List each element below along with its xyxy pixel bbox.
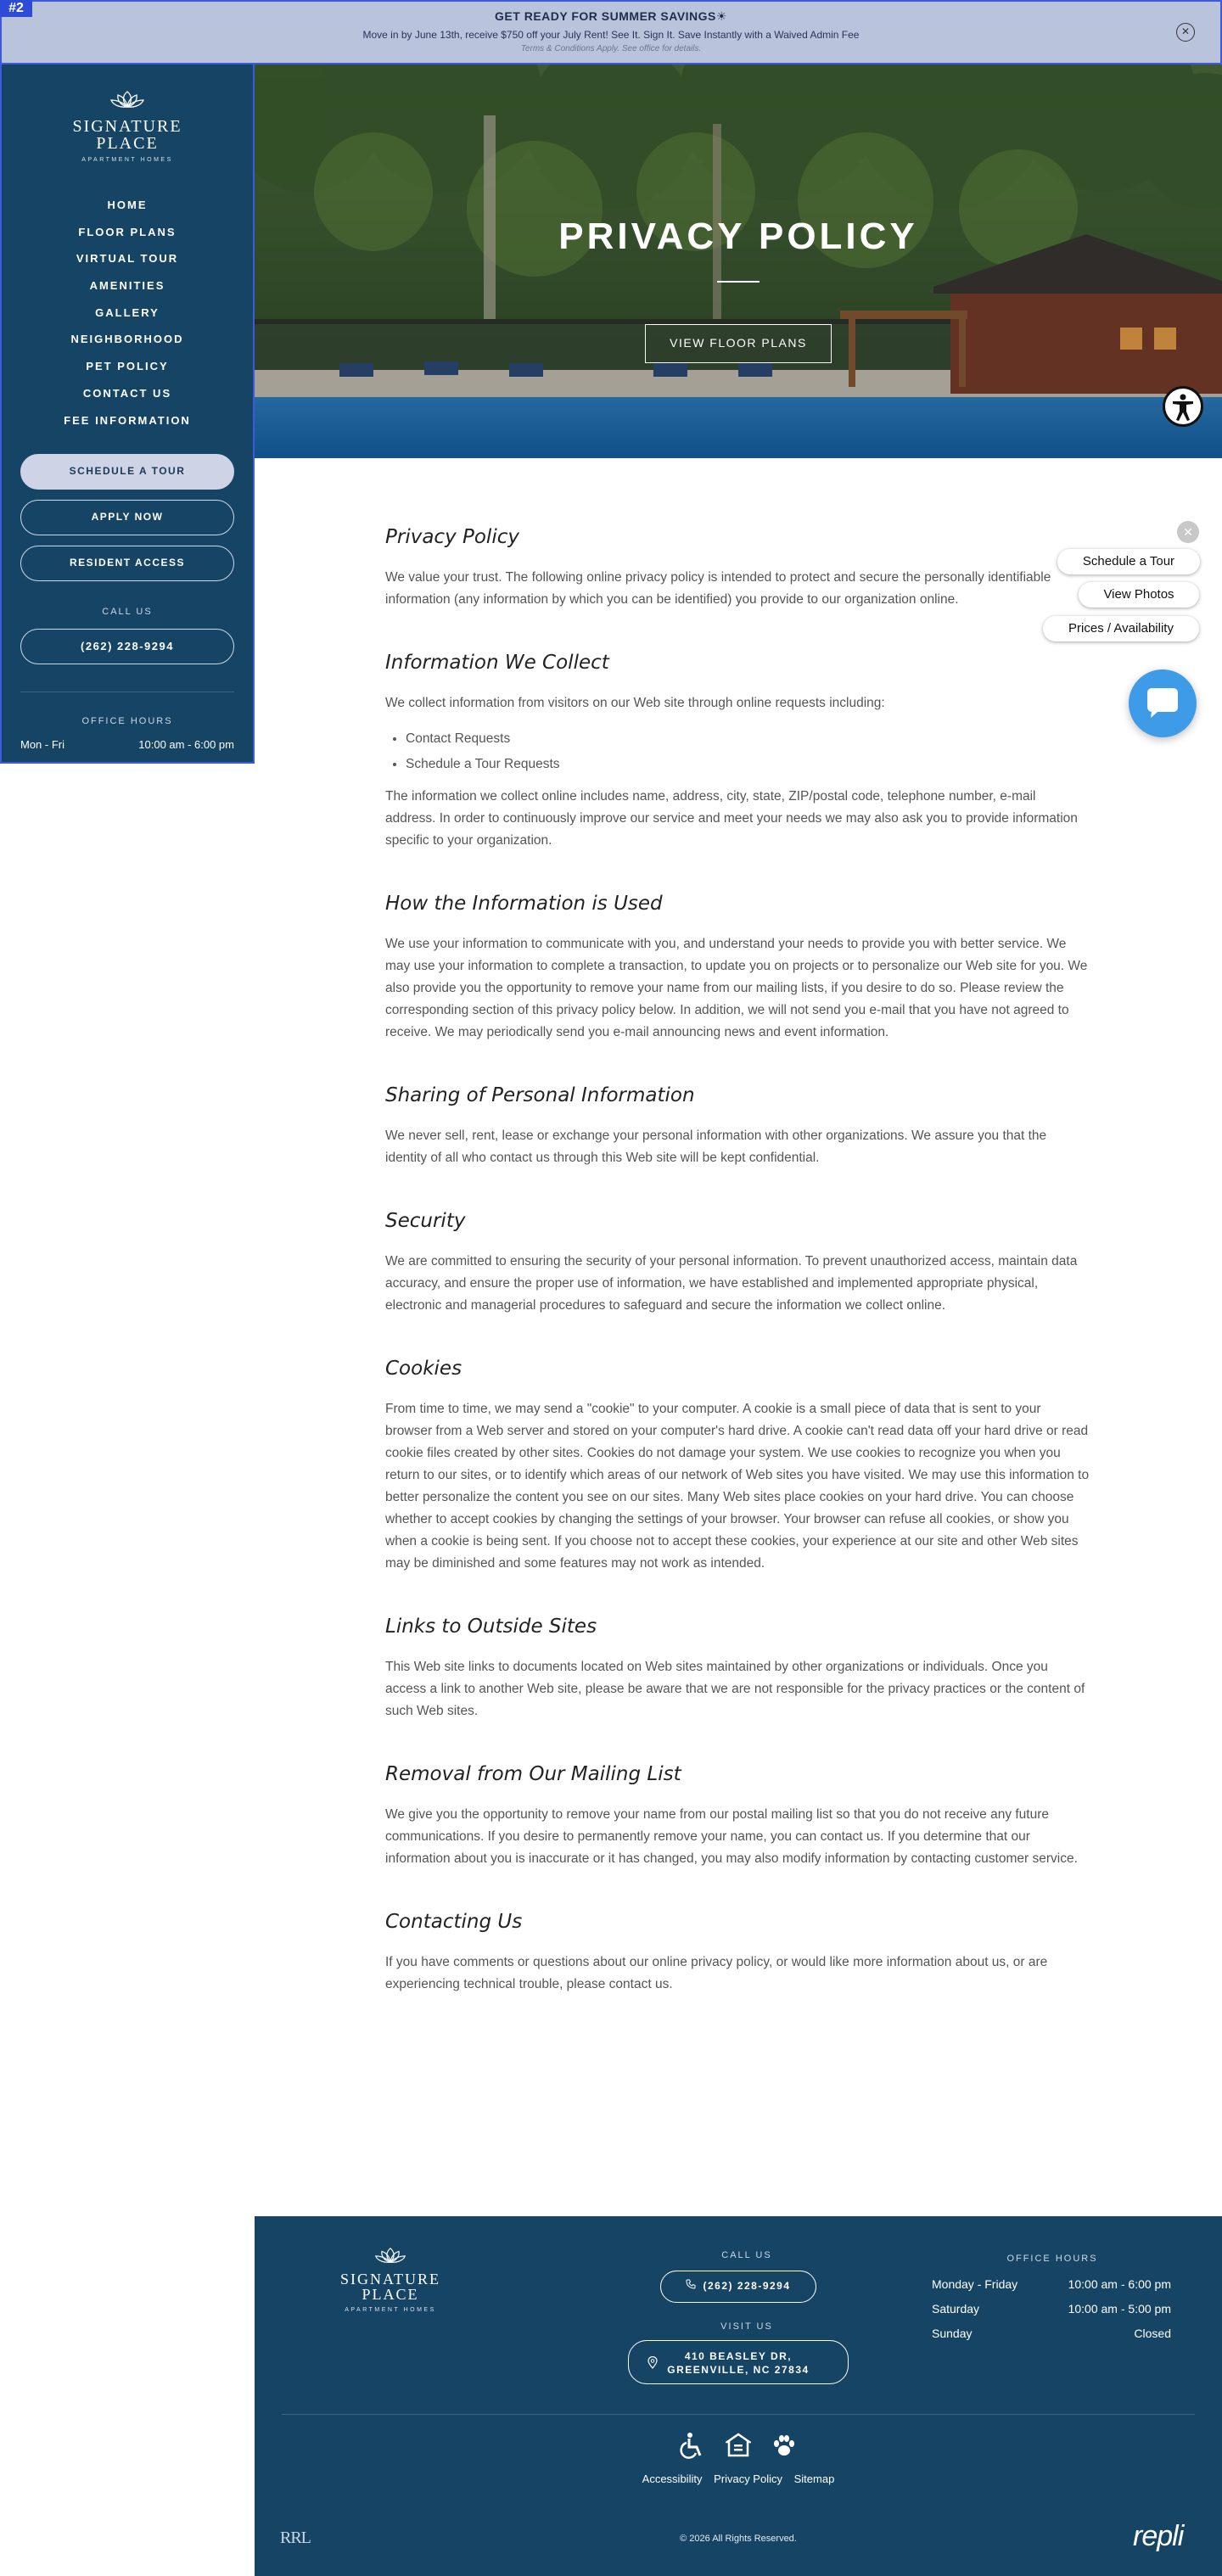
call-us-label: CALL US	[102, 607, 153, 618]
management-logo[interactable]: RRL	[280, 2528, 311, 2547]
repli-logo[interactable]: repli	[1133, 2520, 1184, 2552]
nav-item-gallery[interactable]: GALLERY	[95, 305, 160, 319]
privacy-content	[385, 526, 1090, 2036]
footer-brand-line1: SIGNATURE	[339, 2271, 440, 2288]
footer-phone: (262) 228-9294	[703, 2280, 791, 2292]
address-line1: 410 BEASLEY DR,	[684, 2350, 793, 2362]
footer-brand-tagline: APARTMENT HOMES	[345, 2307, 436, 2313]
section-paragraph: If you have comments or questions about our online privacy policy, or would like more information about us, or are experiencing technical trouble, please contact us.	[385, 1955, 1048, 1991]
page-title: PRIVACY POLICY	[558, 216, 918, 257]
schedule-tour-button[interactable]: SCHEDULE A TOUR	[20, 454, 234, 490]
hero-overlay	[255, 64, 1222, 458]
footer-phone-button[interactable]	[660, 2271, 816, 2303]
section-paragraph: We are committed to ensuring the security of your personal information. To prevent unauthorized access, maintain data accuracy, and ensure the proper use of information, we have established and implemented appropriate physical, electronic and managerial procedures to safeguard and secure the information we collect online.	[385, 1254, 1078, 1313]
float-prices-button[interactable]: Prices / Availability	[1043, 616, 1199, 641]
brand-name-line1: SIGNATURE	[72, 117, 182, 136]
equal-housing-icon	[726, 2432, 751, 2463]
collection-list	[406, 726, 1090, 777]
section-paragraph: We never sell, rent, lease or exchange your personal information with other organizations. We assure you that the identity of all who contact us through this Web site will be kept confidential.	[385, 1128, 1047, 1165]
footer-address-button[interactable]	[628, 2340, 849, 2384]
office-hours-row	[20, 738, 234, 751]
location-pin-icon	[647, 2356, 658, 2372]
resident-access-button[interactable]: RESIDENT ACCESS	[20, 546, 234, 581]
hours-row	[932, 2321, 1171, 2346]
section-paragraph: We use your information to communicate with you, and understand your needs to provide you with better service. We may use your information to complete a transaction, to update you on projects or to personalize our Web site for you. We also provide you the opportunity to remove your name from our mailing lists, if you desire to do so. Please review the corresponding section of this privacy policy below. In addition, we will not send you e-mail that you have not agreed to receive. We may periodically send you e-mail announcing news and event information.	[385, 937, 1088, 1039]
office-hours-label: OFFICE HOURS	[81, 716, 173, 727]
hours-day: Sunday	[932, 2327, 973, 2340]
apply-now-button[interactable]: APPLY NOW	[20, 500, 234, 535]
chat-icon[interactable]	[1129, 669, 1197, 737]
footer-badges	[255, 2432, 1222, 2463]
list-item: • Contact Requests	[406, 726, 1090, 752]
section-information-we-collect	[385, 652, 1090, 852]
list-item: • Schedule a Tour Requests	[406, 752, 1090, 777]
site-footer	[255, 2216, 1222, 2576]
footer-call-label: CALL US	[721, 2250, 772, 2260]
hours-time: 10:00 am - 6:00 pm	[138, 738, 234, 752]
promo-message: Move in by June 13th, receive $750 off your July Rent! See It. Sign It. Save Instantly with a Waived Admin Fee	[362, 29, 860, 41]
lotus-logo-icon[interactable]	[109, 90, 146, 113]
hours-row	[932, 2272, 1171, 2297]
hours-days: Mon - Fri	[20, 738, 64, 752]
footer-link-accessibility[interactable]: Accessibility	[642, 2472, 703, 2485]
copyright: © 2026 All Rights Reserved.	[680, 2534, 797, 2544]
float-view-photos-button[interactable]: View Photos	[1079, 582, 1199, 608]
section-security	[385, 1210, 1090, 1317]
brand-name-line2: PLACE	[96, 134, 159, 153]
promo-banner	[0, 0, 1222, 64]
nav-item-pet-policy[interactable]: PET POLICY	[86, 360, 169, 373]
footer-divider	[282, 2414, 1195, 2415]
hours-row	[932, 2297, 1171, 2321]
nav-item-neighborhood[interactable]: NEIGHBORHOOD	[70, 333, 184, 346]
footer-hours-label: OFFICE HOURS	[1006, 2254, 1098, 2264]
nav-item-amenities[interactable]: AMENITIES	[89, 279, 165, 293]
promo-headline: GET READY FOR SUMMER SAVINGS☀	[495, 9, 727, 23]
hours-day: Saturday	[932, 2302, 980, 2316]
section-paragraph: We value your trust. The following online privacy policy is intended to protect and secure the personally identifiable information (any information by which you can be identified) you provide to our organization online.	[385, 570, 1051, 607]
phone-icon	[686, 2271, 696, 2301]
footer-brand-line2: PLACE	[362, 2286, 419, 2303]
footer-visit-label: VISIT US	[720, 2321, 773, 2332]
phone-button[interactable]: (262) 228-9294	[20, 629, 234, 664]
promo-fineprint: Terms & Conditions Apply. See office for details.	[520, 44, 702, 53]
section-cookies	[385, 1358, 1090, 1575]
section-how-information-used	[385, 893, 1090, 1044]
footer-links	[255, 2472, 1222, 2485]
section-heading: Security	[385, 1210, 466, 1232]
section-heading: Sharing of Personal Information	[385, 1084, 695, 1106]
main-nav	[2, 192, 253, 434]
section-heading: Cookies	[385, 1358, 462, 1380]
section-outside-links	[385, 1616, 1090, 1722]
footer-link-privacy[interactable]: Privacy Policy	[714, 2472, 782, 2485]
brand-tagline: APARTMENT HOMES	[81, 157, 173, 163]
section-mailing-list-removal	[385, 1763, 1090, 1870]
section-sharing	[385, 1084, 1090, 1169]
hours-time: 10:00 am - 6:00 pm	[1068, 2277, 1171, 2291]
section-heading: How the Information is Used	[385, 893, 663, 915]
section-paragraph: This Web site links to documents located on Web sites maintained by other organizations or individuals. Once you access a link to another Web site, please be aware that we are not responsible for the privacy practices or the content of such Web sites.	[385, 1660, 1085, 1718]
nav-item-home[interactable]: HOME	[107, 199, 148, 211]
sidebar	[0, 64, 255, 764]
section-heading: Links to Outside Sites	[385, 1616, 597, 1638]
section-contacting-us	[385, 1911, 1090, 1996]
hours-time: 10:00 am - 5:00 pm	[1068, 2302, 1171, 2316]
accessibility-icon[interactable]	[1163, 386, 1203, 427]
section-heading: Removal from Our Mailing List	[385, 1763, 681, 1785]
section-paragraph: We give you the opportunity to remove your name from our postal mailing list so that you do not receive any future communications. If you desire to permanently remove your name, you can contact us. If you determine that our information about you is inaccurate or it has changed, you may also modify information by contacting customer service.	[385, 1807, 1078, 1866]
address-line2: GREENVILLE, NC 27834	[667, 2364, 810, 2376]
hours-day: Monday - Friday	[932, 2277, 1018, 2291]
float-schedule-tour-button[interactable]: Schedule a Tour	[1057, 549, 1200, 574]
section-heading: Information We Collect	[385, 652, 609, 674]
nav-item-floor-plans[interactable]: FLOOR PLANS	[78, 225, 177, 238]
section-privacy-policy	[385, 526, 1090, 611]
wheelchair-icon	[680, 2432, 705, 2463]
footer-link-sitemap[interactable]: Sitemap	[793, 2472, 835, 2485]
pet-friendly-icon	[771, 2432, 797, 2463]
close-widget-icon[interactable]: ✕	[1177, 521, 1199, 543]
hero-banner	[255, 64, 1222, 458]
view-floor-plans-button[interactable]: VIEW FLOOR PLANS	[645, 324, 832, 363]
section-paragraph: From time to time, we may send a "cookie" to your computer. A cookie is a small piece of data that is sent to your browser from a Web server and stored on your computer's hard drive. A cookie can't read data off your hard drive or read cookie files created by other sites. Cookies do not damage your system. We use cookies to recognize you when you return to our sites, or to identify which areas of our network of Web sites you have visited. We may use this information to better personalize the content you see on our sites. Many Web sites place cookies on your hard drive. You can choose whether to accept cookies by changing the settings of your browser. Your browser can refuse all cookies, or show you when a cookie is being sent. If you choose not to accept these cookies, your experience at our site and other Web sites may be diminished and some features may not work as intended.	[385, 1402, 1090, 1571]
nav-item-fee-information[interactable]: FEE INFORMATION	[64, 413, 191, 427]
footer-hours-table	[932, 2272, 1171, 2346]
section-paragraph: We collect information from visitors on our Web site through online requests including:	[385, 696, 885, 710]
section-heading: Privacy Policy	[385, 526, 519, 548]
title-underline	[717, 281, 760, 283]
hours-time: Closed	[1134, 2327, 1171, 2340]
nav-item-contact-us[interactable]: CONTACT US	[82, 386, 172, 400]
lotus-logo-icon	[373, 2247, 407, 2264]
footer-logo[interactable]	[255, 2247, 526, 2313]
close-icon[interactable]: ✕	[1176, 23, 1195, 42]
nav-item-virtual-tour[interactable]: VIRTUAL TOUR	[76, 252, 179, 266]
section-paragraph: The information we collect online includes name, address, city, state, ZIP/postal code, telephone number, e-mail address. In order to continuously improve our service and meet your needs we may also ask you to provide information specific to your organization.	[385, 789, 1078, 848]
overlay-tag: #2	[0, 0, 32, 17]
section-heading: Contacting Us	[385, 1911, 523, 1933]
